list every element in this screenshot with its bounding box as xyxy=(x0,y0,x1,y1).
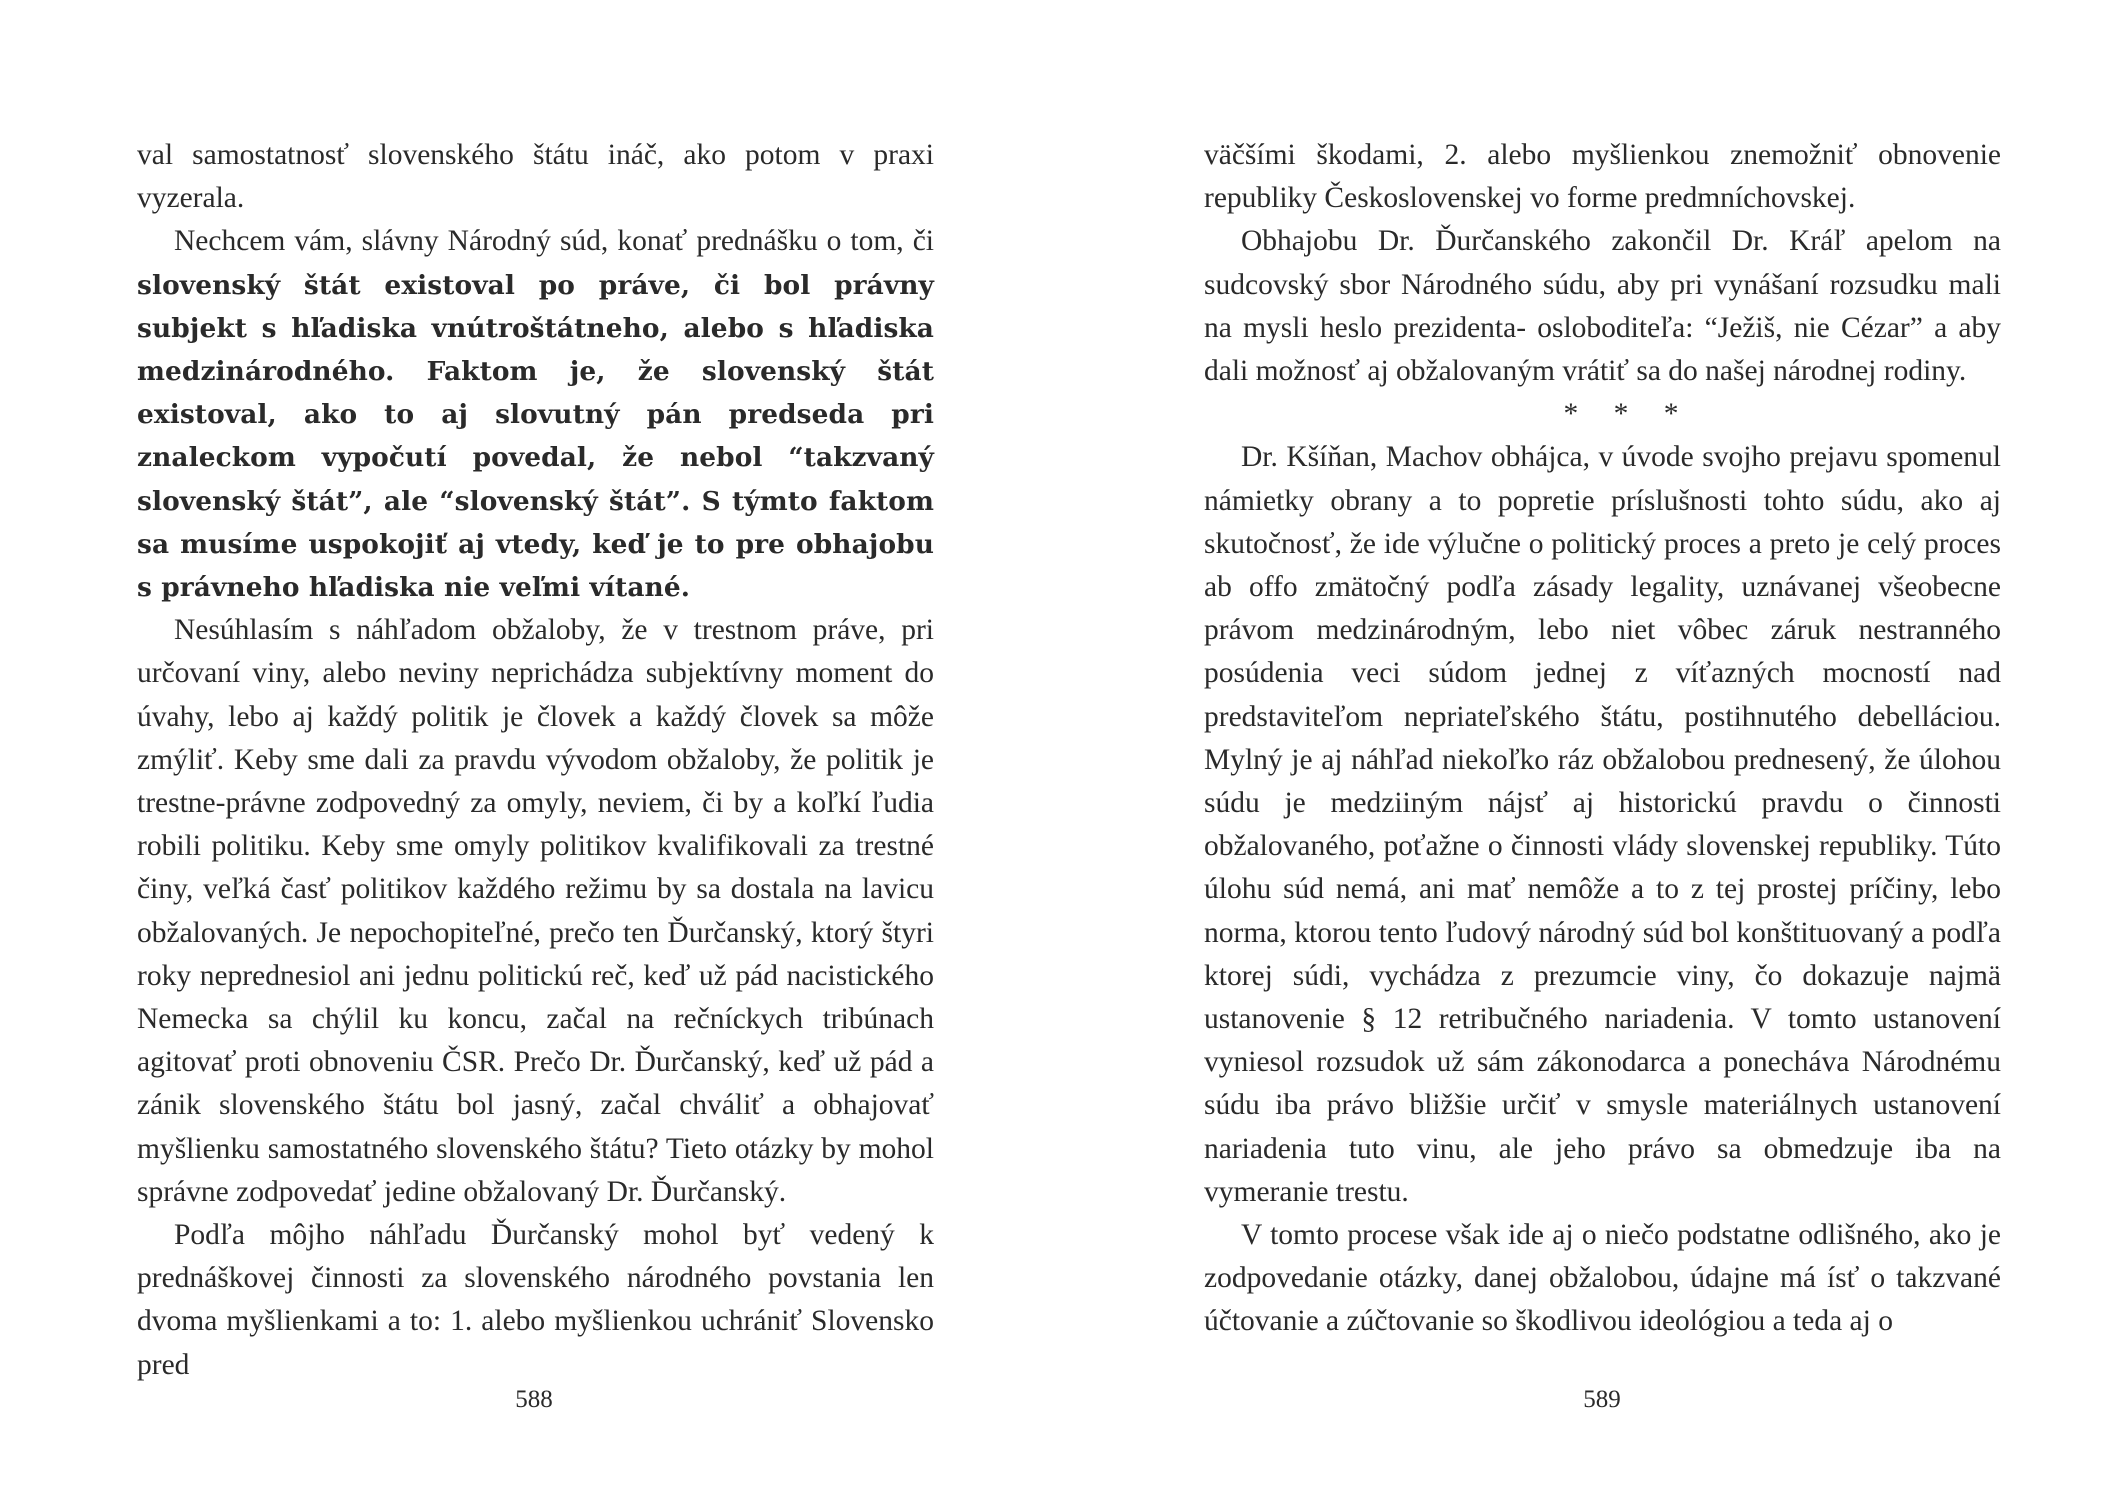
paragraph: väčšími škodami, 2. alebo myšlienkou znemožniť obnovenie republiky Československej vo forme predmníchovskej. xyxy=(1204,139,2001,215)
paragraph: Podľa môjho náhľadu Ďurčanský mohol byť vedený k prednáškovej činnosti za slovenského národného povstania len dvoma myšlienkami a to: 1. alebo myšlienkou uchrániť Slovensko pred xyxy=(137,1219,934,1381)
page-number: 589 xyxy=(1583,1386,1621,1413)
right-page-text xyxy=(1204,134,2001,1344)
left-page-text xyxy=(137,134,934,1387)
paragraph: Nesúhlasím s náhľadom obžaloby, že v trestnom práve, pri určovaní viny, alebo neviny neprichádza subjektívny moment do úvahy, lebo aj každý politik je človek a každý človek sa môže zmýliť. Keby sme dali za pravdu vývodom obžaloby, že politik je trestne-právne zodpovedný za omyly, neviem, či by a koľkí ľudia robili politiku. Keby sme omyly politikov kvalifikovali za trestné činy, veľká časť politikov každého režimu by sa dostala na lavicu obžalovaných. Je nepochopiteľné, prečo ten Ďurčanský, ktorý štyri roky neprednesiol ani jednu politickú reč, keď už pád nacistického Nemecka sa chýlil ku koncu, začal na rečníckych tribúnach agitovať proti obnoveniu ČSR. Prečo Dr. Ďurčanský, keď už pád a zánik slovenského štátu bol jasný, začal chváliť a obhajovať myšlienku samostatného slovenského štátu? Tieto otázky by mohol správne zodpovedať jedine obžalovaný Dr. Ďurčanský. xyxy=(137,614,934,1208)
right-page xyxy=(1059,0,2118,1500)
paragraph: V tomto procese však ide aj o niečo podstatne odlišného, ako je zodpovedanie otázky, danej obžalobou, údajne má ísť o takzvané účtovanie a zúčtovanie so škodlivou ideológiou a teda aj o xyxy=(1204,1219,2001,1338)
paragraph xyxy=(137,220,934,609)
paragraph: Obhajobu Dr. Ďurčanského zakončil Dr. Kráľ apelom na sudcovský sbor Národného súdu, aby pri vynášaní rozsudku mali na mysli heslo prezidenta- osloboditeľa: “Ježiš, nie Cézar” a aby dali možnosť aj obžalovaným vrátiť sa do našej národnej rodiny. xyxy=(1204,225,2001,388)
page-number: 588 xyxy=(515,1386,553,1413)
paragraph-lead: Nechcem vám, slávny Národný súd, konať prednášku o tom, či xyxy=(174,225,934,258)
paragraph: val samostatnosť slovenského štátu ináč, ako potom v praxi vyzerala. xyxy=(137,139,934,215)
bold-passage: slovenský štát existoval po práve, či bol právny subjekt s hľadiska vnútroštátneho, alebo s hľadiska medzinárodného. Faktom je, že slovenský štát existoval, ako to aj slovutný pán predseda pri znaleckom vypočutí povedal, že nebol “takzvaný slovenský štát”, ale “slovenský štát”. S týmto faktom sa musíme uspokojiť aj vtedy, keď je to pre obhajobu s právneho hľadiska nie veľmi vítané. xyxy=(137,269,934,604)
paragraph: Dr. Kšíňan, Machov obhájca, v úvode svojho prejavu spomenul námietky obrany a to popretie príslušnosti tohto súdu, ako aj skutočnosť, že ide výlučne o politický proces a preto je celý proces ab offo zmätočný podľa zásady legality, uznávanej všeobecne právom medzinárodným, lebo niet vôbec záruk nestranného posúdenia veci súdom jednej z víťazných mocností nad predstaviteľom nepriateľského štátu, postihnutého debelláciou. Mylný je aj náhľad niekoľko ráz obžalobou prednesený, že úlohou súdu je medziiným nájsť aj historickú pravdu o činnosti obžalovaného, poťažne o činnosti vlády slovenskej republiky. Túto úlohu súd nemá, ani mať nemôže a to z tej prostej príčiny, lebo norma, ktorou tento ľudový národný súd bol konštituovaný a podľa ktorej súdi, vychádza z prezumcie viny, čo dokazuje najmä ustanovenie § 12 retribučného nariadenia. V tomto ustanovení vyniesol rozsudok už sám zákonodarca a ponecháva Národnému súdu iba právo bližšie určiť v smysle materiálnych ustanovení nariadenia tuto vinu, ale jeho právo sa obmedzuje iba na vymeranie trestu. xyxy=(1204,441,2001,1208)
section-separator: * * * xyxy=(1563,398,1693,431)
